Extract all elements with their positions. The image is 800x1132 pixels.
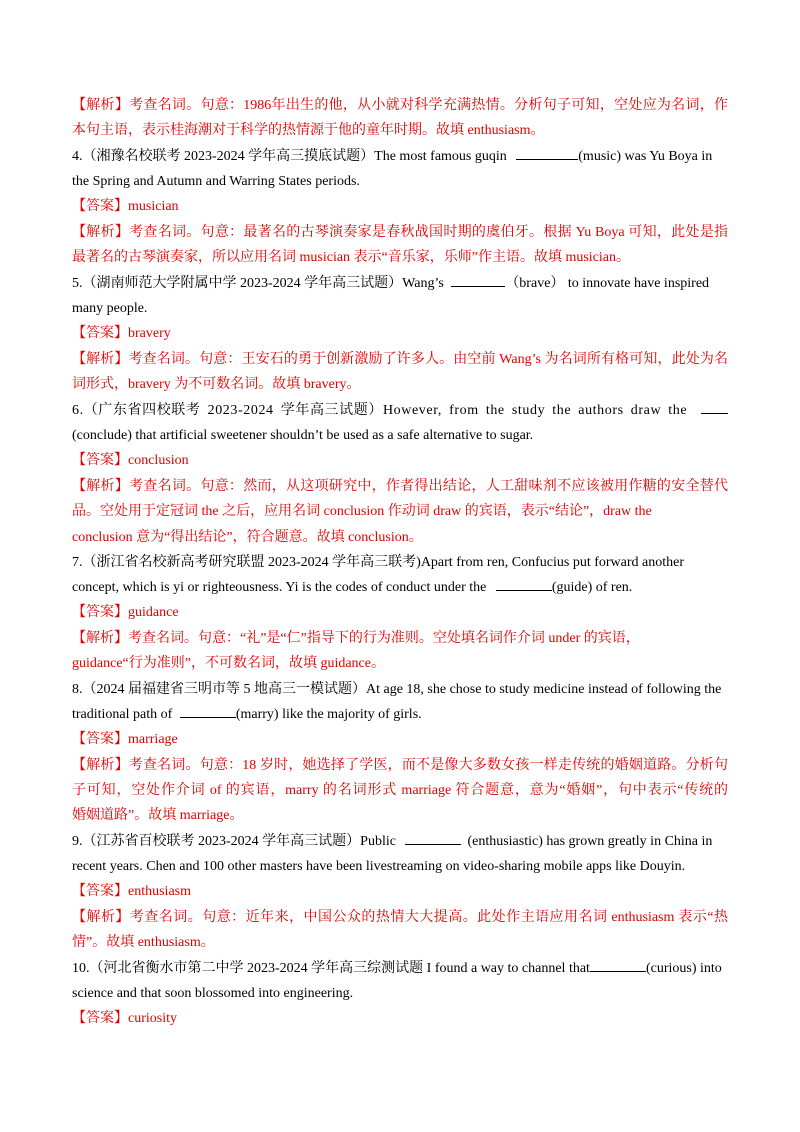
answer-blank [180, 703, 236, 718]
question-8-line-1: 8.（2024 届福建省三明市等 5 地高三一模试题）At age 18, she chose to study medicine instead of following the [72, 682, 722, 697]
analysis-8-line-2: 子可知，空处作介词 of 的宾语，marry 的名词形式 marriage 符合题意，意为“婚姻”，句中表示“传统的 [72, 783, 728, 798]
analysis-6-line-3: conclusion 意为“得出结论”，符合题意。故填 conclusion。 [72, 530, 423, 545]
answer-blank [516, 145, 578, 160]
question-4-line-1 [72, 144, 728, 169]
question-9-hint: (enthusiastic) has grown greatly in China in [467, 834, 713, 849]
question-7-hint: (guide) of ren. [551, 580, 633, 595]
answer-4: 【答案】musician [72, 199, 179, 214]
question-10-line-1 [72, 956, 728, 981]
question-9-line-1 [72, 829, 728, 854]
question-7-line-2 [72, 575, 728, 600]
question-5-line-1 [72, 271, 728, 296]
answer-10: 【答案】curiosity [72, 1011, 177, 1026]
analysis-5-line-1: 【解析】考查名词。句意：王安石的勇于创新激励了许多人。由空前 Wang’s 为名词所有格可知，此处为名 [72, 352, 728, 367]
question-6-line-2: (conclude) that artificial sweetener shouldn’t be used as a safe alternative to sugar. [72, 428, 534, 443]
answer-blank [590, 957, 646, 972]
question-4-stem: 4.（湘豫名校联考 2023-2024 学年高三摸底试题）The most famous guqin [72, 149, 507, 164]
question-4-line-2: the Spring and Autumn and Warring States periods. [72, 174, 360, 189]
question-10-stem: 10.（河北省衡水市第二中学 2023-2024 学年高三综测试题 I found a way to channel that [72, 961, 590, 976]
analysis-6-line-2: 品。空处用于定冠词 the 之后，应用名词 conclusion 作动词 draw 的宾语，表示“结论”，draw the [72, 504, 652, 519]
question-9-stem: 9.（江苏省百校联考 2023-2024 学年高三试题）Public [72, 834, 396, 849]
analysis-4-line-2: 最著名的古琴演奏家，所以应用名词 musician 表示“音乐家，乐师”作主语。故填 musician。 [72, 250, 631, 265]
answer-blank [405, 830, 461, 845]
analysis-3-line-1: 【解析】考查名词。句意：1986年出生的他，从小就对科学充满热情。分析句子可知，空处应为名词，作 [72, 98, 728, 113]
analysis-8-line-3: 婚姻道路”。故填 marriage。 [72, 808, 244, 823]
question-10-line-2: science and that soon blossomed into engineering. [72, 986, 354, 1001]
question-8-stem: traditional path of [72, 707, 173, 722]
analysis-9-line-1: 【解析】考查名词。句意：近年来，中国公众的热情大大提高。此处作主语应用名词 enthusiasm 表示“热 [72, 910, 728, 925]
analysis-7-line-1: 【解析】考查名词。句意：“礼”是“仁”指导下的行为准则。空处填名词作介词 under 的宾语， [72, 631, 640, 646]
answer-9: 【答案】enthusiasm [72, 884, 191, 899]
analysis-4-line-1: 【解析】考查名词。句意：最著名的古琴演奏家是春秋战国时期的虞伯牙。根据 Yu Boya 可知，此处是指 [72, 225, 728, 240]
question-7-stem: concept, which is yi or righteousness. Yi is the codes of conduct under the [72, 580, 487, 595]
question-8-hint: (marry) like the majority of girls. [235, 707, 422, 722]
analysis-7-line-2: guidance“行为准则”，不可数名词，故填 guidance。 [72, 656, 385, 671]
answer-blank [496, 576, 552, 591]
question-4-hint: (music) was Yu Boya in [578, 149, 713, 164]
question-5-line-2: many people. [72, 301, 148, 316]
answer-6: 【答案】conclusion [72, 453, 189, 468]
analysis-5-line-2: 词形式，bravery 为不可数名词。故填 bravery。 [72, 377, 361, 392]
answer-5: 【答案】bravery [72, 326, 171, 341]
question-8-line-2 [72, 702, 728, 727]
question-7-line-1: 7.（浙江省名校新高考研究联盟 2023-2024 学年高三联考)Apart from ren, Confucius put forward another [72, 555, 685, 570]
answer-8: 【答案】marriage [72, 732, 178, 747]
question-6-stem: 6.（广东省四校联考 2023-2024 学年高三试题）However, from the study the authors draw the [72, 403, 688, 418]
question-10-hint: (curious) into [645, 961, 722, 976]
analysis-8-line-1: 【解析】考查名词。句意：18 岁时，她选择了学医，而不是像大多数女孩一样走传统的婚姻道路。分析句 [72, 758, 728, 773]
analysis-3-line-2: 本句主语，表示桂海潮对于科学的热情源于他的童年时期。故填 enthusiasm。 [72, 123, 545, 138]
answer-7: 【答案】guidance [72, 605, 179, 620]
question-9-line-2: recent years. Chen and 100 other masters have been livestreaming on video-sharing mobile apps like Douyin. [72, 859, 686, 874]
analysis-6-line-1: 【解析】考查名词。句意：然而，从这项研究中，作者得出结论，人工甜味剂不应该被用作糖的安全替代 [72, 479, 728, 494]
question-6-line-1 [72, 398, 728, 423]
answer-blank [451, 272, 505, 287]
question-5-stem: 5.（湖南师范大学附属中学 2023-2024 学年高三试题）Wang’s [72, 276, 444, 291]
answer-blank [701, 399, 728, 414]
analysis-9-line-2: 情”。故填 enthusiasm。 [72, 935, 215, 950]
question-5-hint: （brave） to innovate have inspired [505, 276, 710, 291]
